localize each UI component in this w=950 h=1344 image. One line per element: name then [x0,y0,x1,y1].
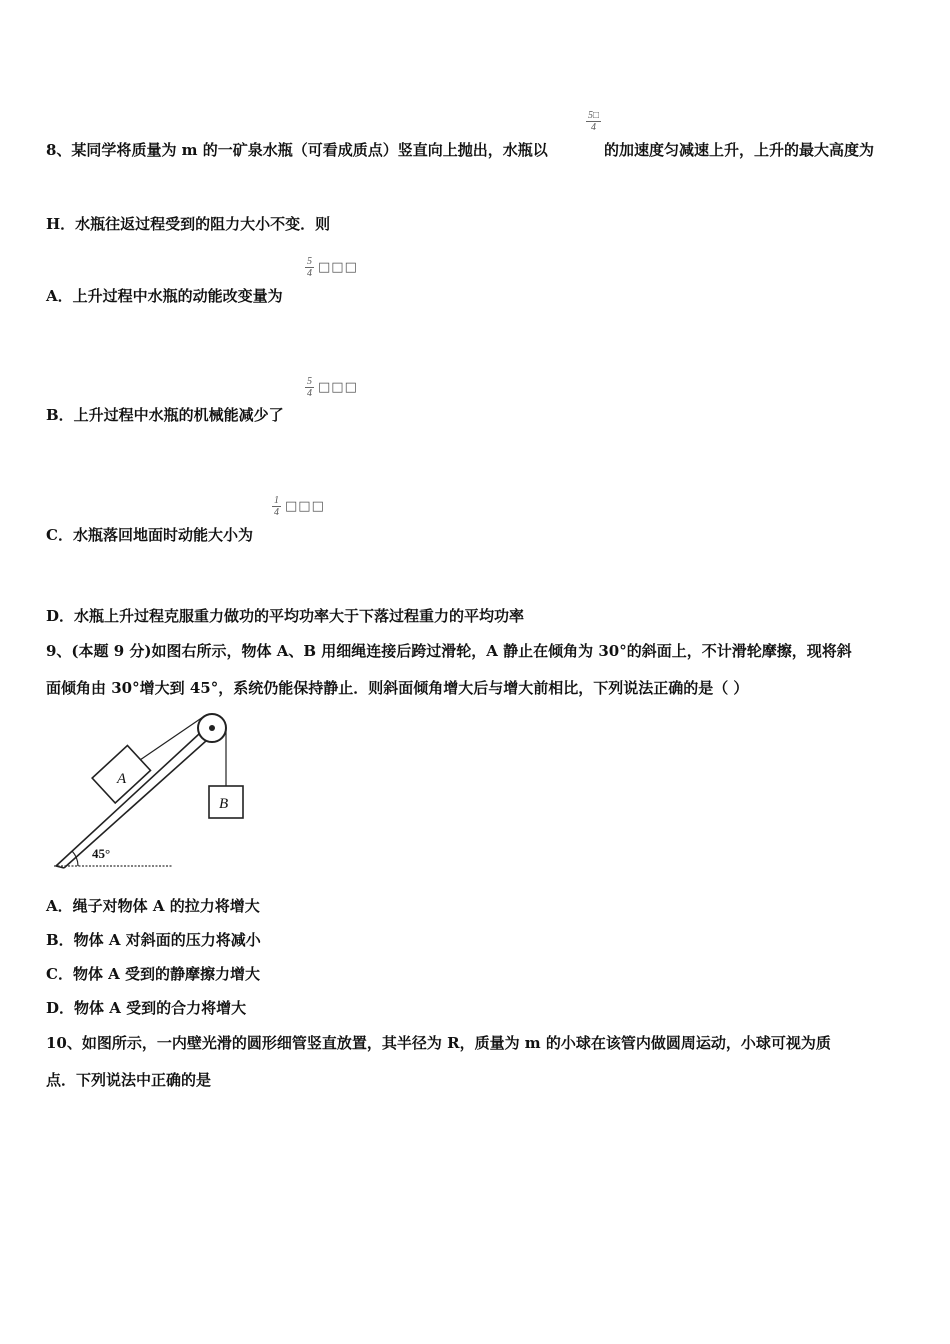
fraction-numerator: 5□ [588,110,600,121]
fraction-denominator: 4 [591,122,597,133]
fraction-denominator: 4 [274,507,279,518]
q8-option-c-placeholder: □□□ [285,499,325,514]
q9-option-c: C．物体 A 受到的静摩擦力增大 [46,965,261,983]
q8-accel-fraction [586,110,601,133]
pulley-axle-icon [209,725,215,731]
q10-stem-line1: 10、如图所示，一内壁光滑的圆形细管竖直放置，其半径为 R，质量为 m 的小球在该管内做圆周运动，小球可视为质 [46,1034,831,1052]
q8-stem-line1 [46,140,548,160]
q8-stem-post: 的加速度匀减速上升，上升的最大高度为 [604,141,875,159]
incline-underside [64,732,216,868]
q8-stem-line2: H．水瓶往返过程受到的阻力大小不变．则 [46,215,331,233]
incline-surface [56,722,212,866]
fraction-numerator: 5 [307,256,312,267]
fraction-numerator: 1 [274,495,279,506]
incline-pulley-figure [52,708,252,873]
q8-option-a: A．上升过程中水瓶的动能改变量为 [46,287,283,305]
q8-option-b: B．上升过程中水瓶的机械能减少了 [46,406,284,424]
q9-stem-line1: 9、(本题 9 分)如图右所示，物体 A、B 用细绳连接后跨过滑轮，A 静止在倾角为 30°的斜面上，不计滑轮摩擦，现将斜 [46,642,852,660]
q8-option-c-fraction [272,495,281,518]
block-b-label: B [219,796,229,812]
q8-option-b-placeholder: □□□ [318,380,358,395]
q8-option-c: C．水瓶落回地面时动能大小为 [46,526,253,544]
q8-option-d: D．水瓶上升过程克服重力做功的平均功率大于下落过程重力的平均功率 [46,607,525,625]
q10-stem-line2: 点．下列说法中正确的是 [46,1071,212,1089]
q8-stem-pre: 8、某同学将质量为 m 的一矿泉水瓶（可看成质点）竖直向上抛出，水瓶以 [46,141,548,159]
q8-option-b-fraction [305,376,314,399]
q9-stem-line2: 面倾角由 30°增大到 45°，系统仍能保持静止．则斜面倾角增大后与增大前相比，下列说法正确的是（ ） [46,679,749,697]
q9-option-b: B．物体 A 对斜面的压力将减小 [46,931,261,949]
q8-option-a-fraction [305,256,314,279]
q9-option-d: D．物体 A 受到的合力将增大 [46,999,247,1017]
fraction-numerator: 5 [307,376,312,387]
angle-label: 45° [92,846,111,861]
fraction-denominator: 4 [307,388,312,399]
q9-option-a: A．绳子对物体 A 的拉力将增大 [46,897,260,915]
block-a-label: A [117,771,127,787]
q8-option-a-placeholder: □□□ [318,260,358,275]
fraction-denominator: 4 [307,268,312,279]
